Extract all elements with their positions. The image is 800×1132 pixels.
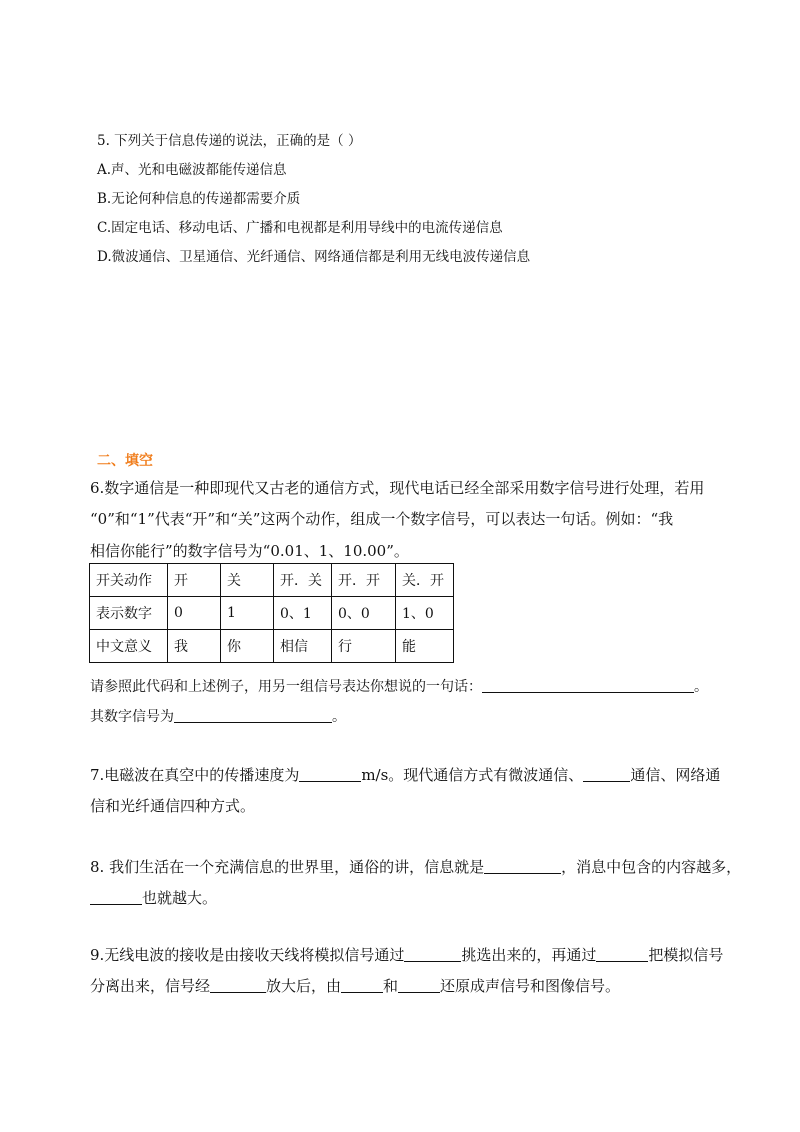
table-cell: 开．关 bbox=[274, 564, 332, 597]
table-cell: 0 bbox=[168, 597, 221, 630]
punctuation: 。 bbox=[694, 679, 708, 695]
punctuation: 。 bbox=[332, 709, 346, 725]
q6-prompt-line bbox=[90, 676, 708, 696]
q7-text-1: 7.电磁波在真空中的传播速度为 bbox=[90, 766, 300, 784]
q9-text-6: 和 bbox=[383, 977, 399, 995]
table-cell: 中文意义 bbox=[90, 630, 168, 663]
q7-text-3: 通信、网络通 bbox=[630, 766, 721, 784]
answer-blank[interactable] bbox=[583, 766, 630, 782]
q8-text-1: 8. 我们生活在一个充满信息的世界里，通俗的讲，信息就是 bbox=[90, 858, 485, 876]
section-heading: 二、填空 bbox=[97, 453, 153, 469]
answer-blank[interactable] bbox=[299, 766, 361, 782]
table-cell: 我 bbox=[168, 630, 221, 663]
q5-stem: 5. 下列关于信息传递的说法，正确的是（ ） bbox=[97, 133, 362, 149]
code-table bbox=[89, 563, 454, 663]
answer-blank[interactable] bbox=[210, 977, 266, 993]
q9-text-3: 把模拟信号 bbox=[648, 946, 724, 964]
q9-line-2 bbox=[90, 975, 620, 996]
q8-line-2 bbox=[90, 887, 217, 908]
table-cell: 1 bbox=[221, 597, 274, 630]
q8-text-2: ，消息中包含的内容越多， bbox=[561, 858, 742, 876]
table-cell: 关．开 bbox=[396, 564, 454, 597]
table-cell: 表示数字 bbox=[90, 597, 168, 630]
q6-line-1: 6.数字通信是一种即现代又古老的通信方式，现代电话已经全部采用数字信号进行处理，若用 bbox=[90, 479, 705, 497]
q9-text-7: 还原成声信号和图像信号。 bbox=[440, 977, 621, 995]
answer-blank[interactable] bbox=[482, 677, 694, 693]
q9-text-1: 9.无线电波的接收是由接收天线将模拟信号通过 bbox=[90, 946, 405, 964]
q7-text-2: m/s。现代通信方式有微波通信、 bbox=[361, 766, 584, 784]
answer-blank[interactable] bbox=[404, 946, 461, 962]
q6-line-2: “0”和“1”代表“开”和“关”这两个动作，组成一个数字信号，可以表达一句话。例如：“我 bbox=[90, 510, 674, 528]
table-cell: 0、1 bbox=[274, 597, 332, 630]
table-cell: 相信 bbox=[274, 630, 332, 663]
q5-option-b: B.无论何种信息的传递都需要介质 bbox=[97, 191, 301, 207]
table-cell: 1、0 bbox=[396, 597, 454, 630]
table-cell: 0、0 bbox=[332, 597, 396, 630]
q7-line-2: 信和光纤通信四种方式。 bbox=[90, 797, 256, 815]
table-cell: 行 bbox=[332, 630, 396, 663]
table-cell: 你 bbox=[221, 630, 274, 663]
q6-signal-text: 其数字信号为 bbox=[90, 709, 174, 725]
q9-line-1 bbox=[90, 944, 723, 965]
table-cell: 开 bbox=[168, 564, 221, 597]
q6-line-3: 相信你能行”的数字信号为“0.01、1、10.00”。 bbox=[90, 542, 409, 560]
table-row bbox=[90, 564, 454, 597]
table-cell: 能 bbox=[396, 630, 454, 663]
q9-text-4: 分离出来，信号经 bbox=[90, 977, 211, 995]
table-cell: 开关动作 bbox=[90, 564, 168, 597]
q8-text-3: 也就越大。 bbox=[142, 889, 218, 907]
table-row bbox=[90, 630, 454, 663]
table-row bbox=[90, 597, 454, 630]
answer-blank[interactable] bbox=[90, 889, 142, 905]
answer-blank[interactable] bbox=[174, 707, 332, 723]
answer-blank[interactable] bbox=[596, 946, 648, 962]
q8-line-1 bbox=[90, 856, 741, 877]
q6-signal-line bbox=[90, 706, 346, 726]
q5-option-c: C.固定电话、移动电话、广播和电视都是利用导线中的电流传递信息 bbox=[97, 220, 503, 236]
table-cell: 开．开 bbox=[332, 564, 396, 597]
q7-line-1 bbox=[90, 764, 720, 785]
q5-option-a: A.声、光和电磁波都能传递信息 bbox=[97, 162, 287, 178]
q9-text-2: 挑选出来的，再通过 bbox=[461, 946, 597, 964]
q5-option-d: D.微波通信、卫星通信、光纤通信、网络通信都是利用无线电波传递信息 bbox=[97, 249, 531, 265]
table-cell: 关 bbox=[221, 564, 274, 597]
q9-text-5: 放大后，由 bbox=[266, 977, 342, 995]
answer-blank[interactable] bbox=[484, 858, 561, 874]
answer-blank[interactable] bbox=[341, 977, 383, 993]
answer-blank[interactable] bbox=[398, 977, 440, 993]
q6-prompt-text: 请参照此代码和上述例子，用另一组信号表达你想说的一句话： bbox=[90, 679, 482, 695]
